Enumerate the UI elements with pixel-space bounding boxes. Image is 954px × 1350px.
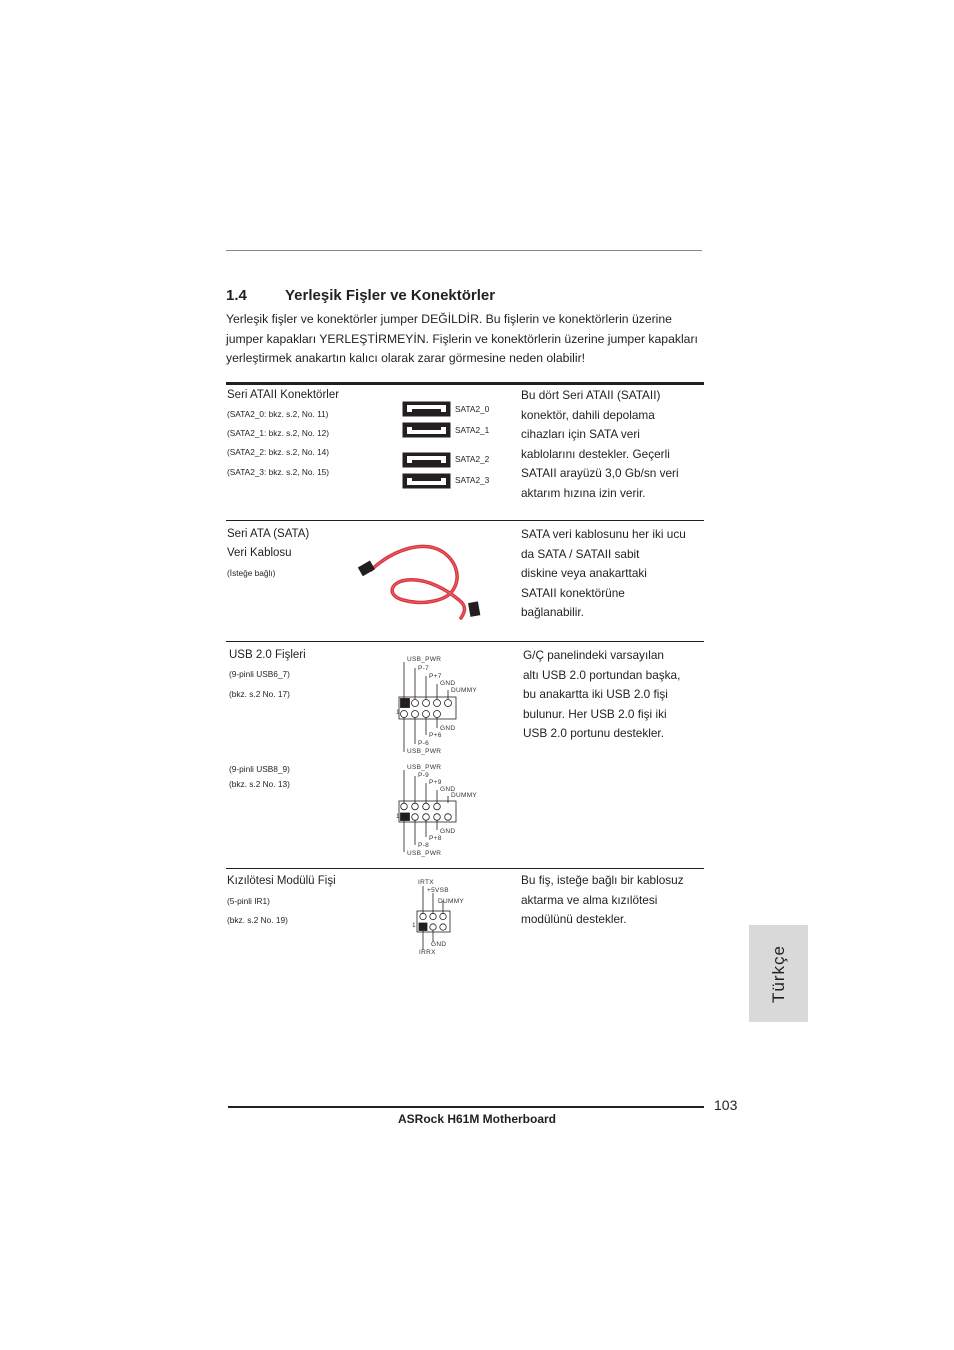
usb2-pin-usb-pwr-bottom: USB_PWR: [407, 850, 442, 857]
divider-1: [226, 520, 704, 521]
sata2-ref-1: (SATA2_1: bkz. s.2, No. 12): [227, 428, 330, 438]
usb2-pin-dummy: DUMMY: [451, 792, 478, 799]
sata-cable-icon: [355, 540, 465, 620]
usb1-pin-p+7: P+7: [429, 673, 442, 680]
ir-pin-irrx: IRRX: [419, 949, 436, 956]
sata2-description: Bu dört Seri ATAII (SATAII) konektör, dahili depolama cihazları için SATA veri kablolarını destekler. Geçerli SATAII arayüzü 3,0 Gb/sn veri aktarım hızına izin verir.: [521, 388, 679, 500]
sata2-connector-3: [403, 474, 451, 489]
footer-rule: [228, 1106, 704, 1108]
sata-cable-title-l1: Seri ATA (SATA): [227, 528, 310, 540]
ir-pin-irtx: IRTX: [418, 879, 434, 886]
usb1-pin-p-7: P-7: [418, 665, 430, 672]
ir-ref1: (5-pinli IR1): [227, 896, 270, 906]
section-intro: Yerleşik fişler ve konektörler jumper DEĞİLDİR. Bu fişlerin ve konektörlerin üzerine jumper kapakları YERLEŞTİRMEYİN. Fişlerin ve konektörlerin üzerine jumper kapakları yerleştirmek anakartın kalıcı olarak zarar görmesine neden olabilir!: [226, 312, 698, 365]
sata2-port-0: SATA2_0: [455, 404, 490, 414]
usb1-pin-usb-pwr-bottom: USB_PWR: [407, 748, 442, 755]
ir-title: Kızılötesi Modülü Fişi: [227, 875, 336, 887]
usb2-pin-p-8: P-8: [418, 842, 430, 849]
usb1-pin-usb-pwr-top: USB_PWR: [407, 656, 442, 663]
usb2-pin-p-9: P-9: [418, 772, 430, 779]
usb1-pin-gnd-top: GND: [440, 680, 456, 687]
ir-pin-dummy: DUMMY: [438, 898, 465, 905]
section-number: 1.4: [226, 287, 247, 304]
usb-header2-ref1: (9-pinli USB8_9): [229, 764, 290, 774]
divider-2: [226, 641, 704, 642]
usb-header1-ref2: (bkz. s.2 No. 17): [229, 689, 290, 699]
usb1-pin-1-marker: 1: [396, 709, 400, 716]
usb2-pin-1-marker: 1: [396, 813, 400, 820]
page-number: 103: [714, 1097, 738, 1113]
usb2-pin-gnd-top: GND: [440, 786, 456, 793]
section-title: Yerleşik Fişler ve Konektörler: [285, 287, 496, 304]
sata2-port-1: SATA2_1: [455, 425, 490, 435]
usb1-pin-gnd-bottom: GND: [440, 725, 456, 732]
usb1-pin-p+6: P+6: [429, 732, 442, 739]
usb-header1-ref1: (9-pinli USB6_7): [229, 669, 290, 679]
ir-ref2: (bkz. s.2 No. 19): [227, 915, 288, 925]
ir-pin-5vsb: +5VSB: [427, 887, 449, 894]
sata2-connector-2: [403, 453, 451, 468]
sata2-ref-3: (SATA2_3: bkz. s.2, No. 15): [227, 467, 330, 477]
language-tab: [749, 925, 808, 1022]
sata-cable-title-l2: Veri Kablosu: [227, 547, 292, 559]
sata2-ref-2: (SATA2_2: bkz. s.2, No. 14): [227, 447, 330, 457]
sata2-connector-1: [403, 423, 451, 438]
ir-pin-1-marker: 1: [412, 922, 416, 929]
sata2-port-3: SATA2_3: [455, 475, 490, 485]
sata2-title: Seri ATAII Konektörler: [227, 389, 340, 401]
top-rule: [226, 250, 702, 251]
usb2-pin-p+8: P+8: [429, 835, 442, 842]
sata2-connectors-icon: [402, 401, 452, 491]
section-divider: [226, 382, 704, 385]
ir-description: Bu fiş, isteğe bağlı bir kablosuz aktarma ve alma kızılötesi modülünü destekler.: [521, 873, 684, 926]
usb-title: USB 2.0 Fişleri: [229, 649, 306, 661]
usb-description: G/Ç panelindeki varsayılan altı USB 2.0 portundan başka, bu anakartta iki USB 2.0 fişi bulunur. Her USB 2.0 fişi iki USB 2.0 portunu destekler.: [523, 648, 681, 740]
sata-cable-note: (İsteğe bağlı): [227, 568, 276, 578]
language-tab-label: Türkçe: [768, 944, 788, 1003]
sata2-ref-0: (SATA2_0: bkz. s.2, No. 11): [227, 409, 329, 419]
usb2-pin-p+9: P+9: [429, 779, 442, 786]
ir-pin-gnd: GND: [431, 941, 447, 948]
divider-3: [226, 868, 704, 869]
sata-cable-description: SATA veri kablosunu her iki ucu da SATA / SATAII sabit diskine veya anakarttaki SATAII konektörüne bağlanabilir.: [521, 527, 686, 619]
usb2-pin-gnd-bottom: GND: [440, 828, 456, 835]
usb2-pin-usb-pwr-top: USB_PWR: [407, 764, 442, 771]
sata2-port-2: SATA2_2: [455, 454, 490, 464]
sata2-connector-0: [403, 402, 451, 417]
usb-header2-ref2: (bkz. s.2 No. 13): [229, 779, 290, 789]
footer-model: ASRock H61M Motherboard: [397, 1112, 557, 1126]
usb1-pin-p-6: P-6: [418, 740, 430, 747]
usb1-pin-dummy: DUMMY: [451, 687, 478, 694]
